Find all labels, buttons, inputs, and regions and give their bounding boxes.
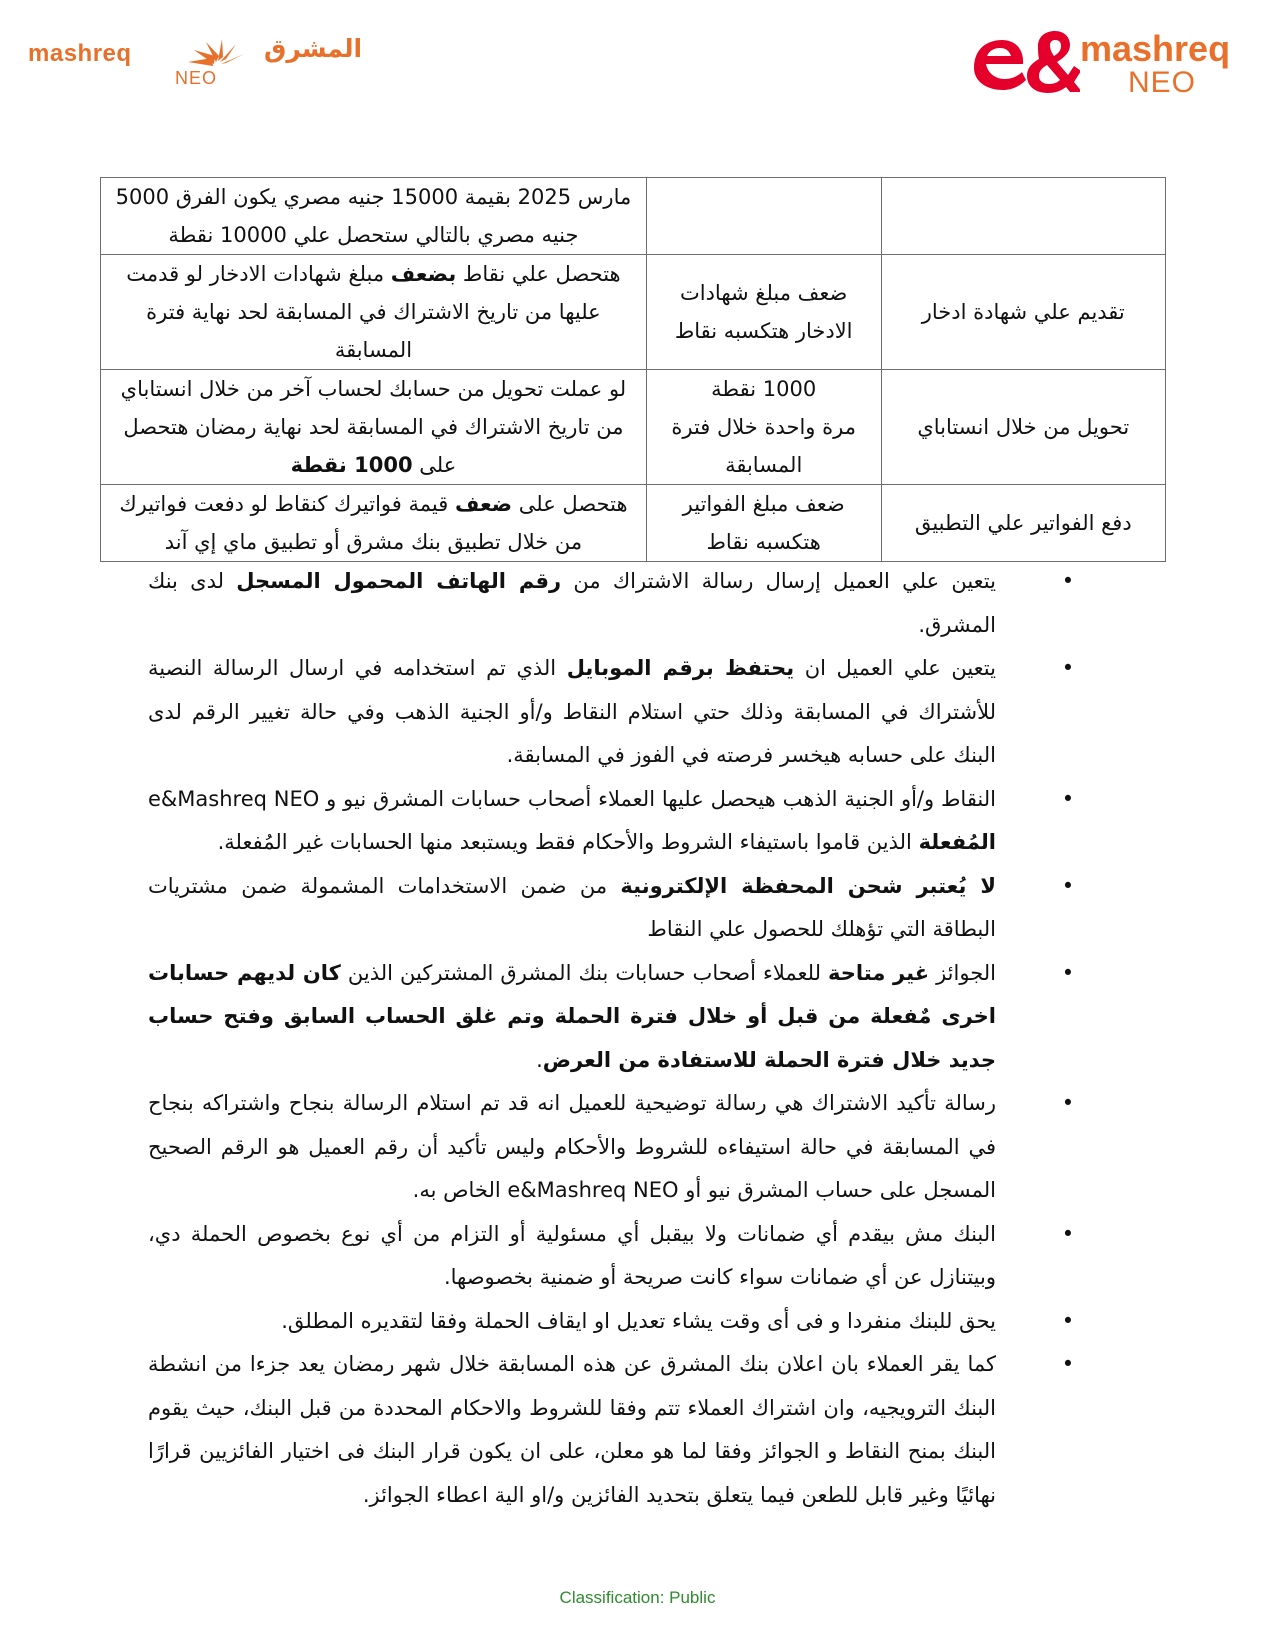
bullet-icon: • (1061, 1091, 1075, 1115)
bullet-bold: غير متاحة (828, 960, 930, 985)
bullet-text: البنك مش بيقدم أي ضمانات ولا بيقبل أي مسئولية أو التزام من أي نوع بخصوص الحملة دي، وبيتنازل عن أي ضمانات سواء كانت صريحة أو ضمنية بخصوصها. (148, 1221, 996, 1289)
e-and-brand-mark-icon (968, 26, 1080, 96)
details-text: قيمة فواتيرك كنقاط لو دفعت فواتيرك من خلال تطبيق بنك مشرق أو تطبيق ماي إي آند (119, 492, 583, 554)
bullet-text: الجوائز (929, 960, 996, 985)
table-row (101, 178, 1166, 255)
list-item (148, 865, 1078, 952)
table-row (101, 370, 1166, 485)
bullet-text: الذين قاموا باستيفاء الشروط والأحكام فقط ويستبعد منها الحسابات غير المُفعلة. (217, 830, 919, 854)
bullet-text: من ضمن الاستخدامات المشمولة ضمن مشتريات البطاقة التي تؤهلك للحصول علي النقاط (148, 873, 996, 941)
bullet-icon: • (1061, 786, 1075, 811)
logo-left-neo: NEO (175, 68, 218, 88)
classification-footer: Classification: Public (559, 1588, 716, 1607)
bullet-icon: • (1061, 1308, 1075, 1333)
bullet-text: يتعين علي العميل إرسال رسالة الاشتراك من (561, 569, 996, 593)
bullet-icon: • (1061, 1352, 1075, 1376)
table-cell-points (646, 178, 881, 255)
bullet-text: لدى بنك المشرق. (148, 569, 996, 637)
list-item (148, 647, 1078, 778)
list-item (148, 1300, 1078, 1344)
points-amount: 1000 نقطة (711, 377, 817, 401)
points-frequency: مرة واحدة خلال فترة المسابقة (671, 415, 856, 477)
table-row (101, 255, 1166, 370)
table-cell-details (101, 255, 647, 370)
details-text: هتحصل علي نقاط (456, 262, 621, 286)
details-text: لو عملت تحويل من حسابك لحساب آخر من خلال انستاباي من تاريخ الاشتراك في المسابقة لحد نهاية رمضان هتحصل على (120, 377, 627, 477)
terms-list (148, 560, 1078, 1517)
bullet-bold: يحتفظ برقم الموبايل (566, 656, 795, 680)
details-bold: ضعف (454, 492, 513, 516)
bullet-text: كما يقر العملاء بان اعلان بنك المشرق عن هذه المسابقة خلال شهر رمضان يعد جزءا من انشطة البنك الترويجيه، وان اشتراك العملاء تتم وفقا للشروط والاحكام المحددة من قبل البنك، حيث يقوم البنك بمنح النقاط و الجوائز وفقا لما هو معلن، على ان يكون قرار البنك فى اختيار الفائزيين قرارًا نهائيًا وغير قابل للطعن فيما يتعلق بتحديد الفائزين و/او الية اعطاء الجوائز. (148, 1352, 996, 1507)
details-text: هتحصل على (512, 492, 628, 516)
details-bold: 1000 نقطة (290, 453, 413, 477)
logo-right-name-en: mashreq (1080, 28, 1231, 69)
table-cell-details: مارس 2025 بقيمة 15000 جنيه مصري يكون الفرق 5000 جنيه مصري بالتالي ستحصل علي 10000 نقطة (101, 178, 647, 255)
bullet-icon: • (1061, 960, 1075, 985)
details-bold: بضعف (390, 262, 457, 286)
bullet-bold: المُفعلة (918, 830, 996, 854)
bullet-icon: • (1061, 569, 1075, 593)
bullet-bold: كان لديهم حسابات اخرى مٌفعلة من قبل أو خلال فترة الحملة وتم غلق الحساب السابق وفتح حساب جديد خلال فترة الحملة للاستفادة من العرض (148, 960, 996, 1072)
table-cell-details (101, 485, 647, 562)
list-item (148, 778, 1078, 865)
list-item (148, 1213, 1078, 1300)
table-cell-points: ضعف مبلغ الفواتير هتكسبه نقاط (646, 485, 881, 562)
bullet-icon: • (1061, 873, 1075, 898)
bullet-icon: • (1061, 1221, 1075, 1246)
mashreq-neo-logo-left (28, 34, 363, 94)
table-cell-points (646, 370, 881, 485)
logo-left-name-ar: المشرق (264, 34, 363, 63)
list-item (148, 952, 1078, 1083)
bullet-text: للعملاء أصحاب حسابات بنك المشرق المشتركين الذين (340, 960, 829, 985)
bullet-bold: رقم الهاتف المحمول المسجل (236, 569, 562, 593)
points-table (100, 177, 1166, 562)
bullet-icon: • (1061, 656, 1075, 680)
bullet-bold: لا يُعتبر شحن المحفظة الإلكترونية (620, 873, 996, 898)
sun-rays-icon (178, 36, 248, 68)
bullet-text: . (536, 1047, 543, 1072)
table-cell-type: تقديم علي شهادة ادخار (881, 255, 1166, 370)
details-text: مبلغ شهادات الادخار لو قدمت عليها من تاريخ الاشتراك في المسابقة لحد نهاية فترة المسابقة (126, 262, 601, 362)
logo-right-neo: NEO (1128, 66, 1197, 99)
table-cell-details (101, 370, 647, 485)
list-item (148, 1343, 1078, 1517)
table-cell-type (881, 178, 1166, 255)
bullet-text: رسالة تأكيد الاشتراك هي رسالة توضيحية للعميل انه قد تم استلام الرسالة بنجاح واشتراكه بنجاح في المسابقة في حالة استيفاءه للشروط والأحكام وليس تأكيد أن رقم العميل هو الرقم الصحيح المسجل على حساب المشرق نيو أو e&Mashreq NEO الخاص به. (148, 1091, 996, 1202)
table-row (101, 485, 1166, 562)
table-cell-points: ضعف مبلغ شهادات الادخار هتكسبه نقاط (646, 255, 881, 370)
table-cell-type: تحويل من خلال انستاباي (881, 370, 1166, 485)
bullet-text: يتعين علي العميل ان (794, 656, 996, 680)
bullet-text: يحق للبنك منفردا و فى أى وقت يشاء تعديل او ايقاف الحملة وفقا لتقديره المطلق. (281, 1308, 996, 1333)
bullet-text: النقاط و/أو الجنية الذهب هيحصل عليها العملاء أصحاب حسابات المشرق نيو و e&Mashreq NEO (148, 786, 997, 811)
list-item (148, 560, 1078, 647)
bullet-text: الذي تم استخدامه في ارسال الرسالة النصية للأشتراك في المسابقة وذلك حتي استلام النقاط و/أو الجنية الذهب وفي حالة تغيير الرقم لدى البنك على حسابه هيخسر فرصته في الفوز في المسابقة. (148, 656, 996, 767)
table-cell-type: دفع الفواتير علي التطبيق (881, 485, 1166, 562)
list-item (148, 1082, 1078, 1213)
logo-left-name-en: mashreq (28, 40, 132, 67)
e-and-mashreq-neo-logo (968, 26, 1258, 106)
